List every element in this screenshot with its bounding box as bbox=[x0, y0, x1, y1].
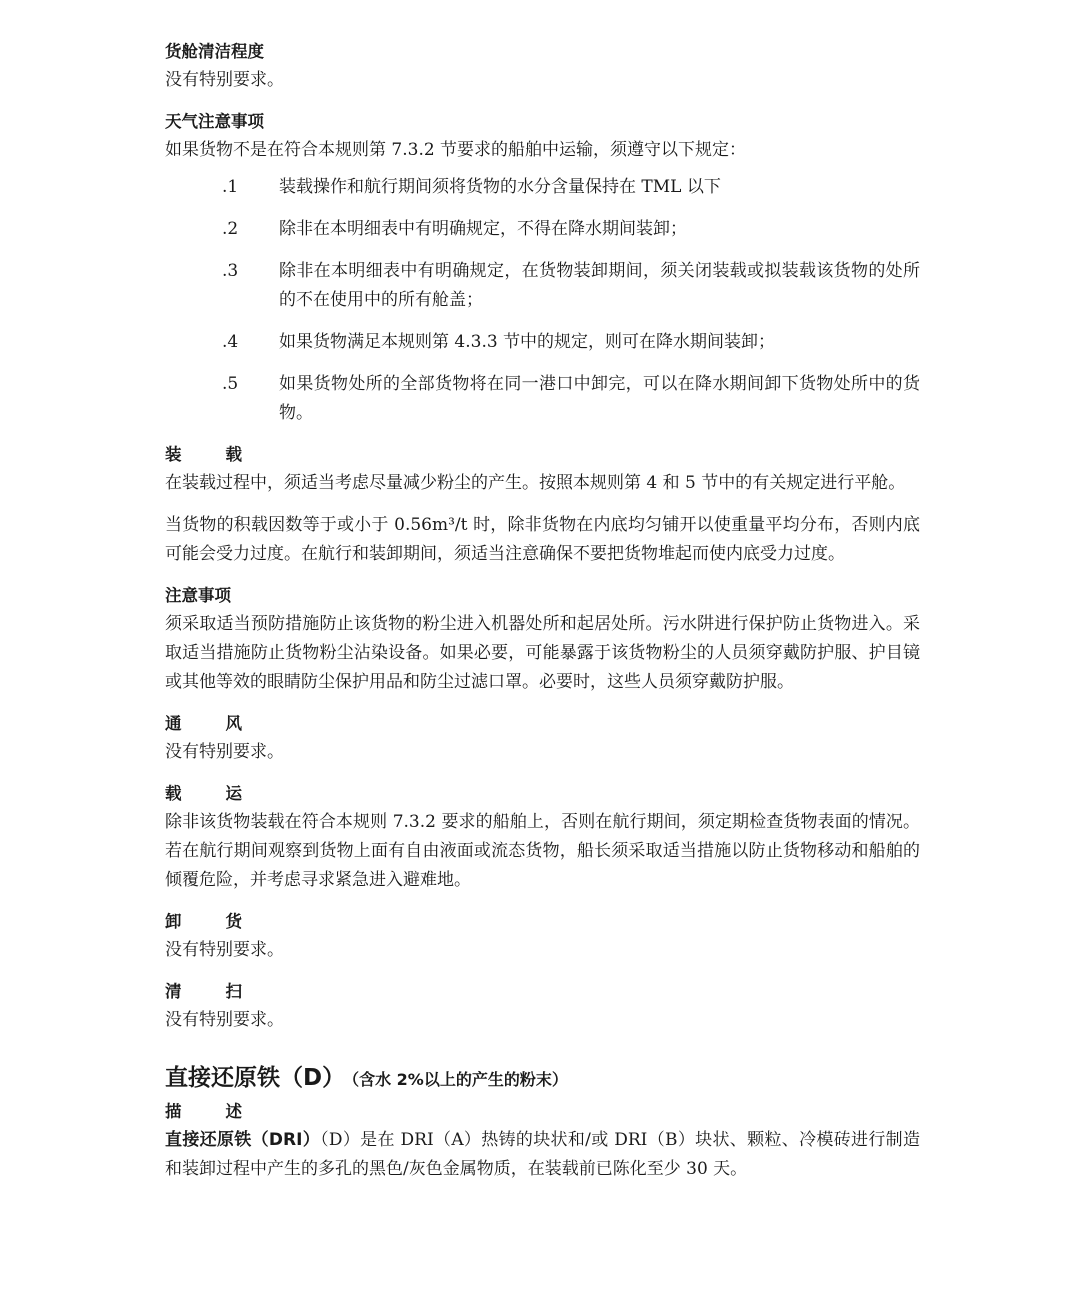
heading-clean-up-char-1: 清 bbox=[165, 982, 182, 1001]
heading-description-char-2: 述 bbox=[225, 1102, 242, 1121]
list-item bbox=[165, 173, 920, 202]
list-item bbox=[165, 328, 920, 357]
clean-up-text: 没有特别要求。 bbox=[165, 1010, 284, 1030]
item-number: .4 bbox=[222, 332, 239, 352]
section-precautions bbox=[165, 582, 920, 697]
heading-precautions: 注意事项 bbox=[165, 586, 231, 605]
item-text: 如果货物满足本规则第 4.3.3 节中的规定，则可在降水期间装卸； bbox=[279, 332, 776, 352]
heading-loading bbox=[165, 441, 920, 469]
item-text: 除非在本明细表中有明确规定，不得在降水期间装卸； bbox=[279, 219, 687, 239]
hold-cleanliness-text: 没有特别要求。 bbox=[165, 70, 284, 90]
weather-intro: 如果货物不是在符合本规则第 7.3.2 节要求的船舶中运输，须遵守以下规定： bbox=[165, 140, 747, 160]
heading-ventilation-char-2: 风 bbox=[225, 714, 242, 733]
section-ventilation bbox=[165, 710, 920, 767]
heading-description bbox=[165, 1098, 920, 1126]
description-lead: 直接还原铁（DRI） bbox=[165, 1130, 321, 1150]
heading-discharge-char-2: 货 bbox=[225, 912, 242, 931]
description-text bbox=[165, 1126, 920, 1184]
list-item bbox=[165, 215, 920, 244]
item-text: 如果货物处所的全部货物将在同一港口中卸完，可以在降水期间卸下货物处所中的货物。 bbox=[279, 374, 920, 423]
heading-hold-cleanliness: 货舱清洁程度 bbox=[165, 42, 264, 61]
ventilation-text: 没有特别要求。 bbox=[165, 742, 284, 762]
item-text: 除非在本明细表中有明确规定，在货物装卸期间，须关闭装载或拟装载该货物的处所的不在使用中的所有舱盖； bbox=[279, 261, 920, 310]
section-description bbox=[165, 1098, 920, 1184]
schedule-title bbox=[165, 1059, 920, 1092]
section-discharge bbox=[165, 908, 920, 965]
section-carriage bbox=[165, 780, 920, 895]
precautions-text: 须采取适当预防措施防止该货物的粉尘进入机器处所和起居处所。污水阱进行保护防止货物进入。采取适当措施防止货物粉尘沾染设备。如果必要，可能暴露于该货物粉尘的人员须穿戴防护服、护目镜或其他等效的眼睛防尘保护用品和防尘过滤口罩。必要时，这些人员须穿戴防护服。 bbox=[165, 614, 920, 692]
heading-carriage-char-1: 载 bbox=[165, 784, 182, 803]
item-number: .3 bbox=[222, 261, 239, 281]
loading-paragraph-1: 在装载过程中，须适当考虑尽量减少粉尘的产生。按照本规则第 4 和 5 节中的有关规定进行平舱。 bbox=[165, 473, 906, 493]
heading-clean-up-char-2: 扫 bbox=[225, 982, 242, 1001]
discharge-text: 没有特别要求。 bbox=[165, 940, 284, 960]
schedule-title-subtitle: （含水 2%以上的产生的粉末） bbox=[351, 1070, 568, 1089]
heading-discharge-char-1: 卸 bbox=[165, 912, 182, 931]
document-page bbox=[165, 38, 920, 1197]
section-clean-up bbox=[165, 978, 920, 1035]
section-weather bbox=[165, 108, 920, 428]
item-number: .5 bbox=[222, 374, 239, 394]
heading-clean-up bbox=[165, 978, 920, 1006]
heading-ventilation-char-1: 通 bbox=[165, 714, 182, 733]
list-item bbox=[165, 257, 920, 315]
weather-items-list bbox=[165, 173, 920, 428]
section-loading bbox=[165, 441, 920, 569]
heading-carriage-char-2: 运 bbox=[225, 784, 242, 803]
heading-ventilation bbox=[165, 710, 920, 738]
section-hold-cleanliness bbox=[165, 38, 920, 95]
heading-loading-char-1: 装 bbox=[165, 445, 182, 464]
schedule-title-main: 直接还原铁（D） bbox=[165, 1065, 346, 1091]
heading-carriage bbox=[165, 780, 920, 808]
item-number: .1 bbox=[222, 177, 239, 197]
item-text: 装载操作和航行期间须将货物的水分含量保持在 TML 以下 bbox=[279, 177, 721, 197]
list-item bbox=[165, 370, 920, 428]
heading-weather: 天气注意事项 bbox=[165, 112, 264, 131]
carriage-text: 除非该货物装载在符合本规则 7.3.2 要求的船舶上，否则在航行期间，须定期检查货物表面的情况。若在航行期间观察到货物上面有自由液面或流态货物，船长须采取适当措施以防止货物移动和船舶的倾覆危险，并考虑寻求紧急进入避难地。 bbox=[165, 812, 920, 890]
heading-discharge bbox=[165, 908, 920, 936]
item-number: .2 bbox=[222, 219, 239, 239]
heading-description-char-1: 描 bbox=[165, 1102, 182, 1121]
description-body: （D）是在 DRI（A）热铸的块状和/或 DRI（B）块状、颗粒、冷模砖进行制造和装卸过程中产生的多孔的黑色/灰色金属物质，在装载前已陈化至少 30 天。 bbox=[165, 1130, 920, 1179]
heading-loading-char-2: 载 bbox=[225, 445, 242, 464]
loading-paragraph-2: 当货物的积载因数等于或小于 0.56m³/t 时，除非货物在内底均匀铺开以使重量平均分布，否则内底可能会受力过度。在航行和装卸期间，须适当注意确保不要把货物堆起而使内底受力过度。 bbox=[165, 515, 920, 564]
